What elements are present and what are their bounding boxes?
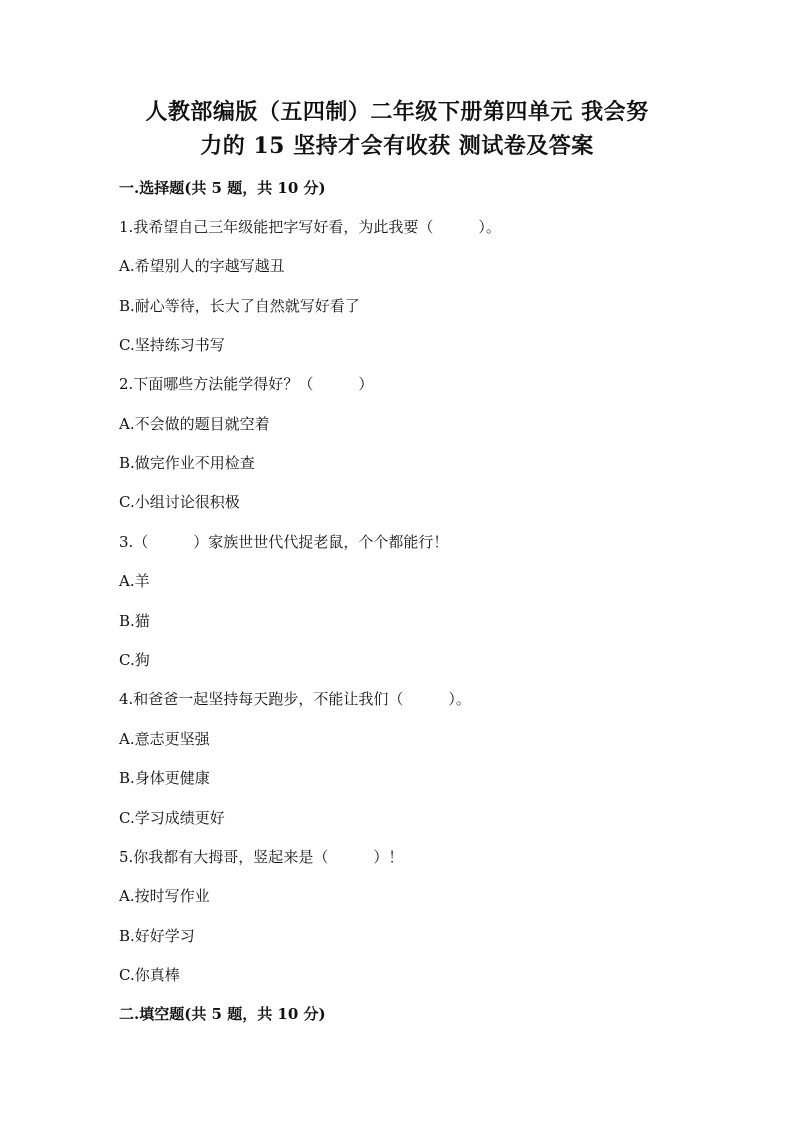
question-4-option-c: C.学习成绩更好: [119, 809, 225, 827]
question-2-option-b: B.做完作业不用检查: [119, 454, 255, 472]
section-heading-choice: 一.选择题(共 5 题，共 10 分): [119, 179, 326, 197]
question-2-option-c: C.小组讨论很积极: [119, 493, 240, 511]
document-title-line-1: 人教部编版（五四制）二年级下册第四单元 我会努: [145, 99, 649, 125]
question-5-option-b: B.好好学习: [119, 927, 195, 945]
question-3: 3.（ ）家族世世代代捉老鼠，个个都能行！: [119, 533, 449, 551]
question-1-option-a: A.希望别人的字越写越丑: [119, 257, 285, 275]
question-3-option-b: B.猫: [119, 612, 150, 630]
question-4-option-b: B.身体更健康: [119, 769, 210, 787]
question-4: 4.和爸爸一起坚持每天跑步，不能让我们（ ）。: [119, 690, 471, 708]
question-1-option-c: C.坚持练习书写: [119, 336, 225, 354]
question-1: 1.我希望自己三年级能把字写好看，为此我要（ ）。: [119, 218, 501, 236]
question-1-option-b: B.耐心等待，长大了自然就写好看了: [119, 297, 360, 315]
section-heading-fill-in: 二.填空题(共 5 题，共 10 分): [119, 1005, 326, 1023]
question-5-option-c: C.你真棒: [119, 966, 180, 984]
document-title-line-2: 力的 15 坚持才会有收获 测试卷及答案: [200, 133, 594, 159]
question-3-option-c: C.狗: [119, 651, 150, 669]
question-5-option-a: A.按时写作业: [119, 887, 210, 905]
question-4-option-a: A.意志更坚强: [119, 730, 210, 748]
question-3-option-a: A.羊: [119, 572, 150, 590]
question-2-option-a: A.不会做的题目就空着: [119, 415, 270, 433]
question-2: 2.下面哪些方法能学得好？（ ）: [119, 375, 374, 393]
question-5: 5.你我都有大拇哥，竖起来是（ ）！: [119, 848, 404, 866]
